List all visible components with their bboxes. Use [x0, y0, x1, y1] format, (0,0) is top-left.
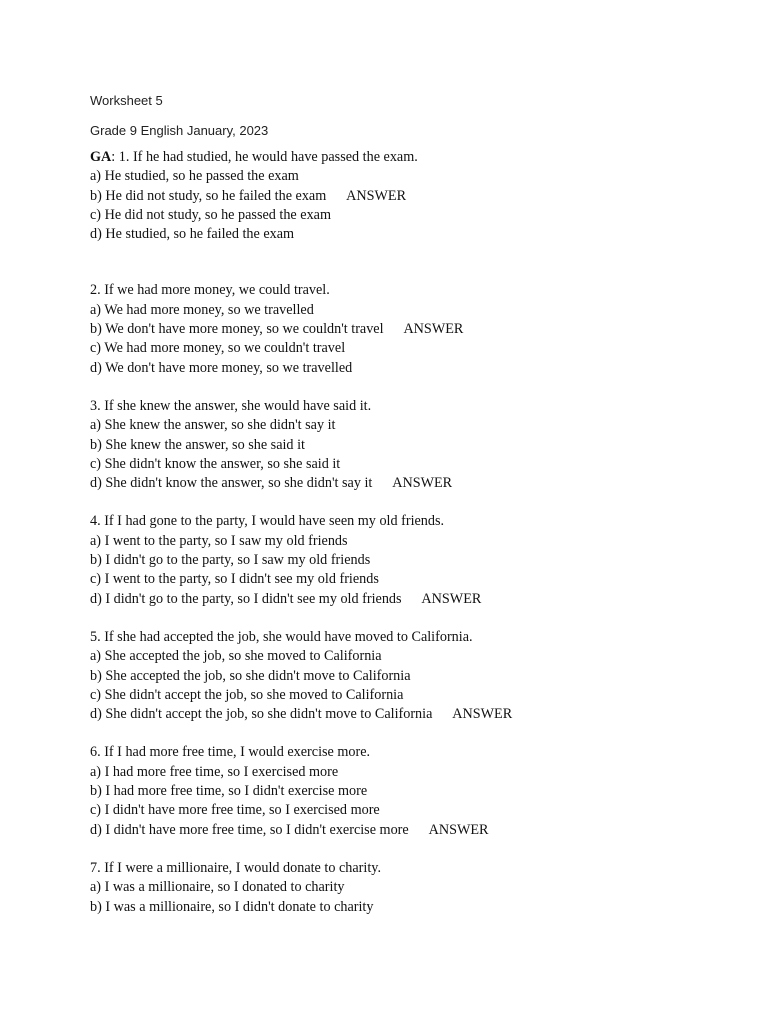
- question-stem: [90, 512, 730, 531]
- answer-option-text: b) I had more free time, so I didn't exercise more: [90, 783, 368, 800]
- answer-option-text: c) He did not study, so he passed the exam: [90, 206, 331, 223]
- answer-option: [90, 551, 730, 570]
- answer-option-text: a) She accepted the job, so she moved to California: [90, 648, 382, 665]
- answer-option: [90, 667, 730, 686]
- answer-option: [90, 436, 730, 455]
- question-block: [90, 859, 730, 917]
- answer-option: [90, 590, 730, 609]
- answer-option-text: b) I was a millionaire, so I didn't donate to charity: [90, 898, 374, 915]
- answer-option-text: a) We had more money, so we travelled: [90, 301, 314, 318]
- question-stem: [90, 397, 730, 416]
- answer-option: [90, 474, 730, 493]
- question-stem: [90, 148, 730, 167]
- answer-option-text: c) We had more money, so we couldn't travel: [90, 340, 346, 357]
- answer-option-text: b) He did not study, so he failed the exam: [90, 187, 327, 204]
- answer-option: [90, 782, 730, 801]
- answer-option-text: d) She didn't accept the job, so she didn't move to California: [90, 706, 433, 723]
- question-stem-text: 4. If I had gone to the party, I would have seen my old friends.: [90, 513, 445, 530]
- answer-option-text: c) She didn't accept the job, so she moved to California: [90, 686, 404, 703]
- answer-option: [90, 455, 730, 474]
- worksheet-subtitle: Grade 9 English January, 2023: [90, 123, 269, 138]
- answer-option: [90, 206, 730, 225]
- answer-option-text: b) She accepted the job, so she didn't move to California: [90, 667, 411, 684]
- answer-option-text: a) I went to the party, so I saw my old friends: [90, 532, 348, 549]
- answer-option-text: c) I didn't have more free time, so I exercised more: [90, 802, 380, 819]
- answer-option: [90, 821, 730, 840]
- question-stem: [90, 859, 730, 878]
- answer-option-text: d) I didn't go to the party, so I didn't see my old friends: [90, 590, 402, 607]
- answer-option: [90, 532, 730, 551]
- question-prefix: GA: [90, 149, 112, 165]
- question-block: [90, 743, 730, 839]
- answer-option: [90, 878, 730, 897]
- question-block: [90, 148, 730, 244]
- answer-option-text: d) I didn't have more free time, so I didn't exercise more: [90, 821, 409, 838]
- question-stem-text: : 1. If he had studied, he would have passed the exam.: [111, 149, 418, 165]
- answer-option: [90, 359, 730, 378]
- answer-option-text: c) I went to the party, so I didn't see my old friends: [90, 571, 379, 588]
- answer-option-text: a) I had more free time, so I exercised more: [90, 763, 339, 780]
- answer-option: [90, 705, 730, 724]
- answer-option-text: c) She didn't know the answer, so she said it: [90, 455, 341, 472]
- answer-option-text: a) She knew the answer, so she didn't say it: [90, 417, 336, 434]
- answer-option-text: b) I didn't go to the party, so I saw my old friends: [90, 552, 371, 569]
- answer-option-text: d) We don't have more money, so we travelled: [90, 359, 353, 376]
- answer-option-text: d) He studied, so he failed the exam: [90, 226, 295, 243]
- answer-option: [90, 187, 730, 206]
- answer-option-text: b) She knew the answer, so she said it: [90, 436, 305, 453]
- answer-option: [90, 570, 730, 589]
- question-block: [90, 281, 730, 377]
- answer-marker: ANSWER: [346, 187, 407, 204]
- question-stem-text: 5. If she had accepted the job, she would have moved to California.: [90, 628, 473, 645]
- question-stem-text: 3. If she knew the answer, she would have said it.: [90, 397, 372, 414]
- answer-marker: ANSWER: [428, 821, 489, 838]
- question-list: [90, 148, 730, 917]
- answer-option: [90, 225, 730, 244]
- question-stem-text: 7. If I were a millionaire, I would donate to charity.: [90, 859, 382, 876]
- question-stem-text: 6. If I had more free time, I would exercise more.: [90, 744, 371, 761]
- worksheet-title: Worksheet 5: [90, 93, 163, 108]
- answer-option: [90, 167, 730, 186]
- question-stem-text: 2. If we had more money, we could travel.: [90, 282, 330, 299]
- answer-option: [90, 647, 730, 666]
- answer-option: [90, 320, 730, 339]
- answer-option: [90, 339, 730, 358]
- question-stem: [90, 628, 730, 647]
- answer-marker: ANSWER: [392, 475, 453, 492]
- answer-marker: ANSWER: [403, 321, 464, 338]
- answer-option-text: a) He studied, so he passed the exam: [90, 168, 299, 185]
- question-stem: [90, 281, 730, 300]
- answer-option: [90, 416, 730, 435]
- answer-marker: ANSWER: [452, 706, 513, 723]
- answer-option: [90, 763, 730, 782]
- answer-option-text: a) I was a millionaire, so I donated to charity: [90, 879, 345, 896]
- answer-option: [90, 801, 730, 820]
- question-stem: [90, 743, 730, 762]
- answer-option: [90, 686, 730, 705]
- answer-option: [90, 898, 730, 917]
- question-block: [90, 512, 730, 608]
- question-block: [90, 628, 730, 724]
- answer-option: [90, 301, 730, 320]
- answer-marker: ANSWER: [421, 590, 482, 607]
- answer-option-text: d) She didn't know the answer, so she didn't say it: [90, 475, 373, 492]
- worksheet-page: [90, 93, 730, 936]
- question-block: [90, 397, 730, 493]
- answer-option-text: b) We don't have more money, so we couldn't travel: [90, 321, 384, 338]
